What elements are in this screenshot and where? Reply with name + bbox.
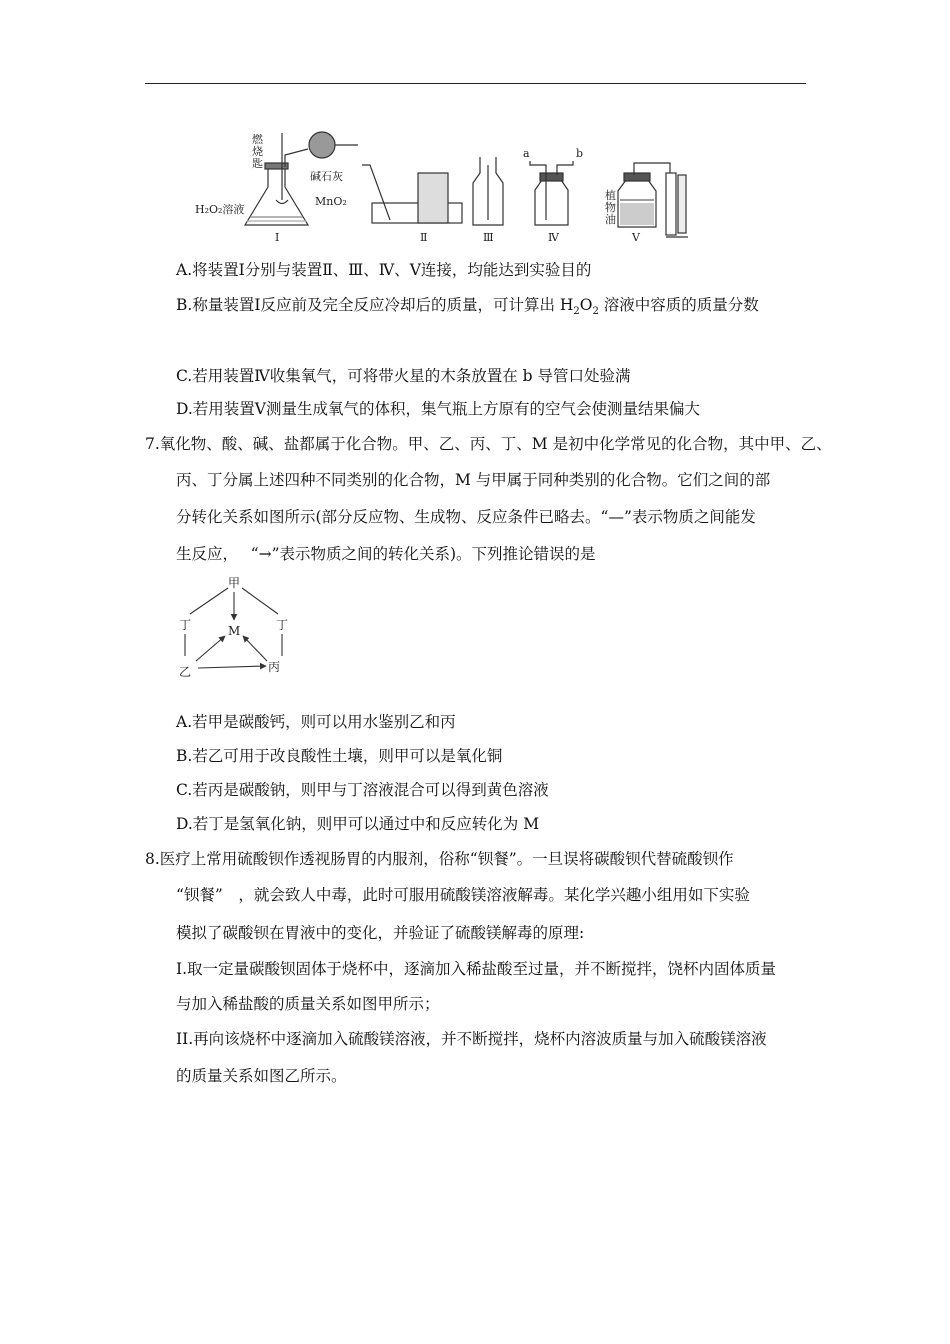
numeral-2: Ⅱ bbox=[420, 231, 428, 243]
node-ding-right: 丁 bbox=[276, 618, 289, 632]
q8-line-5: 与加入稀盐酸的质量关系如图甲所示； bbox=[176, 995, 440, 1013]
q6-option-d: D.若用装置Ⅴ测量生成氧气的体积，集气瓶上方原有的空气会使测量结果偏大 bbox=[176, 400, 700, 418]
relation-diagram bbox=[170, 576, 300, 681]
node-bing: 丙 bbox=[268, 660, 281, 674]
q7-stem-line-1: 7.氧化物、酸、碱、盐都属于化合物。甲、乙、丙、丁、M 是初中化学常见的化合物，其中甲、乙、 bbox=[145, 435, 832, 453]
numeral-3: Ⅲ bbox=[483, 231, 494, 243]
label-you: 油 bbox=[605, 213, 616, 226]
node-ding-left: 丁 bbox=[179, 618, 192, 632]
label-a: a bbox=[523, 147, 530, 160]
header-rule bbox=[145, 83, 806, 84]
q7-option-d: D.若丁是氢氧化钠，则甲可以通过中和反应转化为 M bbox=[176, 815, 540, 833]
q8-line-2: “钡餐” ，就会致人中毒，此时可服用硫酸镁溶液解毒。某化学兴趣小组用如下实验 bbox=[176, 886, 750, 904]
arrow-yi-bing bbox=[198, 666, 266, 668]
label-mno2: MnO₂ bbox=[315, 195, 347, 208]
label-wu: 物 bbox=[605, 201, 616, 214]
q6-option-c: C.若用装置Ⅳ收集氧气，可将带火星的木条放置在 b 导管口处验满 bbox=[176, 367, 631, 385]
numeral-1: Ⅰ bbox=[275, 231, 280, 243]
q6-option-b: B.称量装置Ⅰ反应前及完全反应冷却后的质量，可计算出 $H_2O_2$ 溶液中容质的质量分数 bbox=[176, 296, 759, 318]
label-shao: 烧 bbox=[252, 145, 263, 158]
q8-line-3: 模拟了碳酸钡在胃液中的变化，并验证了硫酸镁解毒的原理: bbox=[176, 924, 585, 942]
node-yi: 乙 bbox=[179, 665, 192, 679]
q7-stem-line-2: 丙、丁分属上述四种不同类别的化合物，M 与甲属于同种类别的化合物。它们之间的部 bbox=[176, 471, 771, 489]
label-soda-lime: 碱石灰 bbox=[310, 170, 343, 183]
q8-line-6: II.再向该烧杯中逐滴加入硫酸镁溶液，并不断搅拌，烧杯内溶波质量与加入硫酸镁溶液 bbox=[176, 1030, 767, 1048]
q7-stem-line-3: 分转化关系如图所示(部分反应物、生成物、反应条件已略去。“—”表示物质之间能发 bbox=[176, 508, 756, 526]
q6-option-a: A.将装置Ⅰ分别与装置Ⅱ、Ⅲ、Ⅳ、Ⅴ连接，均能达到实验目的 bbox=[176, 261, 592, 279]
label-b: b bbox=[576, 147, 584, 160]
edge-jia-ding-right bbox=[242, 588, 278, 614]
node-jia: 甲 bbox=[228, 576, 241, 590]
apparatus-figure bbox=[190, 125, 700, 243]
q7-option-a: A.若甲是碳酸钙，则可以用水鉴别乙和丙 bbox=[176, 713, 456, 731]
label-h2o2: H₂O₂溶液 bbox=[195, 203, 245, 216]
q8-line-4: I.取一定量碳酸钡固体于烧杯中，逐滴加入稀盐酸至过量，并不断搅拌，饶杯内固体质量 bbox=[176, 960, 777, 978]
numeral-5: Ⅴ bbox=[632, 231, 640, 243]
q7-option-b: B.若乙可用于改良酸性土壤，则甲可以是氧化铜 bbox=[176, 747, 503, 765]
q7-stem-line-4: 生反应， “→”表示物质之间的转化关系)。下列推论错误的是 bbox=[176, 545, 596, 563]
label-chi: 匙 bbox=[252, 157, 263, 170]
q8-line-7: 的质量关系如图乙所示。 bbox=[176, 1067, 347, 1085]
q7-option-c: C.若丙是碳酸钠，则甲与丁溶液混合可以得到黄色溶液 bbox=[176, 781, 549, 799]
arrow-bing-m bbox=[243, 636, 267, 661]
numeral-4: Ⅳ bbox=[548, 231, 559, 243]
node-m: M bbox=[228, 624, 241, 638]
q8-line-1: 8.医疗上常用硫酸钡作透视肠胃的内服剂，俗称“钡餐”。一旦误将碳酸钡代替硫酸钡作 bbox=[145, 850, 734, 868]
label-ran: 燃 bbox=[252, 133, 263, 146]
edge-jia-ding-left bbox=[190, 588, 228, 614]
arrow-yi-m bbox=[196, 636, 225, 661]
label-zhi: 植 bbox=[605, 189, 616, 202]
